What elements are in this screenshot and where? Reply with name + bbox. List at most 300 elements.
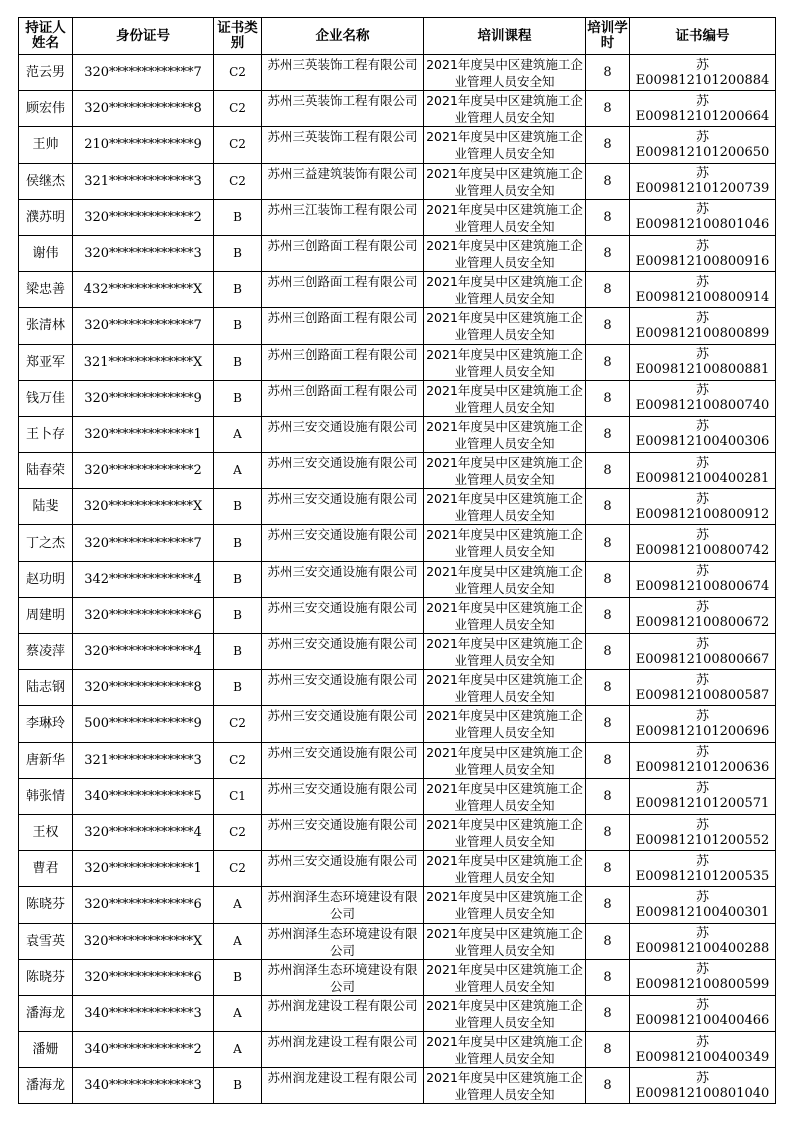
cert-type-cell: B (214, 199, 262, 235)
company-name-cell (262, 561, 424, 597)
training-hours-cell: 8 (586, 923, 630, 959)
cert-type-cell: C2 (214, 55, 262, 91)
company-name-cell (262, 235, 424, 271)
id-number-cell: 321*************X (73, 344, 214, 380)
cert-number-cell: 苏E009812101200571 (630, 778, 776, 814)
course-name-text: 2021年度吴中区建筑施工企业管理人员安全知 (426, 310, 583, 343)
training-hours-cell: 8 (586, 55, 630, 91)
course-name-text: 2021年度吴中区建筑施工企业管理人员安全知 (426, 816, 583, 849)
training-hours-cell: 8 (586, 489, 630, 525)
company-name-cell (262, 851, 424, 887)
course-name-cell (424, 814, 586, 850)
table-row (19, 525, 776, 561)
company-name-text: 苏州三安交通设施有限公司 (267, 780, 418, 796)
course-name-text: 2021年度吴中区建筑施工企业管理人员安全知 (426, 201, 583, 234)
course-name-cell (424, 561, 586, 597)
course-name-text: 2021年度吴中区建筑施工企业管理人员安全知 (426, 708, 583, 741)
company-name-text: 苏州三英装饰工程有限公司 (267, 129, 418, 145)
table-row (19, 995, 776, 1031)
holder-name-cell: 王权 (19, 814, 73, 850)
cert-type-cell: B (214, 235, 262, 271)
cert-number-cell: 苏E009812101200664 (630, 91, 776, 127)
table-row (19, 561, 776, 597)
holder-name-cell: 陆春荣 (19, 453, 73, 489)
course-name-cell (424, 634, 586, 670)
course-name-cell (424, 1032, 586, 1068)
id-number-cell: 320*************X (73, 489, 214, 525)
id-number-cell: 340*************3 (73, 1068, 214, 1104)
cert-type-cell: B (214, 1068, 262, 1104)
company-name-cell (262, 127, 424, 163)
course-name-cell (424, 272, 586, 308)
training-hours-cell: 8 (586, 91, 630, 127)
course-name-cell (424, 1068, 586, 1104)
cert-type-cell: C2 (214, 706, 262, 742)
company-name-cell (262, 453, 424, 489)
table-row (19, 887, 776, 923)
cert-type-cell: B (214, 597, 262, 633)
holder-name-cell: 潘海龙 (19, 995, 73, 1031)
course-name-text: 2021年度吴中区建筑施工企业管理人员安全知 (426, 853, 583, 886)
cert-number-cell: 苏E009812100800916 (630, 235, 776, 271)
header-row (19, 18, 776, 55)
holder-name-cell: 钱万佳 (19, 380, 73, 416)
table-row (19, 380, 776, 416)
table-row (19, 344, 776, 380)
company-name-cell (262, 91, 424, 127)
holder-name-cell: 丁之杰 (19, 525, 73, 561)
cert-type-cell: B (214, 525, 262, 561)
company-name-cell (262, 489, 424, 525)
id-number-cell: 210*************9 (73, 127, 214, 163)
cert-type-cell: A (214, 923, 262, 959)
cert-type-cell: B (214, 308, 262, 344)
holder-name-cell: 濮苏明 (19, 199, 73, 235)
company-name-text: 苏州三安交通设施有限公司 (267, 455, 418, 471)
course-name-text: 2021年度吴中区建筑施工企业管理人员安全知 (426, 961, 583, 994)
course-name-text: 2021年度吴中区建筑施工企业管理人员安全知 (426, 527, 583, 560)
course-name-cell (424, 525, 586, 561)
header-company: 企业名称 (262, 18, 424, 55)
company-name-cell (262, 380, 424, 416)
course-name-text: 2021年度吴中区建筑施工企业管理人员安全知 (426, 274, 583, 307)
id-number-cell: 320*************7 (73, 308, 214, 344)
id-number-cell: 320*************6 (73, 887, 214, 923)
cert-number-cell: 苏E009812100400306 (630, 416, 776, 452)
cert-number-cell: 苏E009812100800914 (630, 272, 776, 308)
course-name-text: 2021年度吴中区建筑施工企业管理人员安全知 (426, 1034, 583, 1067)
cert-number-cell: 苏E009812100800667 (630, 634, 776, 670)
course-name-cell (424, 55, 586, 91)
cert-type-cell: A (214, 416, 262, 452)
training-hours-cell: 8 (586, 525, 630, 561)
holder-name-cell: 赵功明 (19, 561, 73, 597)
company-name-text: 苏州润龙建设工程有限公司 (267, 1034, 418, 1050)
cert-type-cell: B (214, 272, 262, 308)
cert-number-cell: 苏E009812100801040 (630, 1068, 776, 1104)
training-hours-cell: 8 (586, 742, 630, 778)
holder-name-cell: 潘海龙 (19, 1068, 73, 1104)
company-name-text: 苏州三安交通设施有限公司 (267, 744, 418, 760)
holder-name-cell: 唐新华 (19, 742, 73, 778)
course-name-text: 2021年度吴中区建筑施工企业管理人员安全知 (426, 889, 583, 922)
training-hours-cell: 8 (586, 706, 630, 742)
training-hours-cell: 8 (586, 670, 630, 706)
cert-number-cell: 苏E009812100801046 (630, 199, 776, 235)
holder-name-cell: 梁忠善 (19, 272, 73, 308)
course-name-text: 2021年度吴中区建筑施工企业管理人员安全知 (426, 57, 583, 89)
training-hours-cell: 8 (586, 199, 630, 235)
holder-name-cell: 陆斐 (19, 489, 73, 525)
course-name-text: 2021年度吴中区建筑施工企业管理人员安全知 (426, 346, 583, 379)
holder-name-cell: 陈晓芬 (19, 959, 73, 995)
training-hours-cell: 8 (586, 127, 630, 163)
course-name-cell (424, 706, 586, 742)
training-hours-cell: 8 (586, 959, 630, 995)
course-name-text: 2021年度吴中区建筑施工企业管理人员安全知 (426, 925, 583, 958)
training-hours-cell: 8 (586, 851, 630, 887)
company-name-text: 苏州三安交通设施有限公司 (267, 636, 418, 651)
course-name-text: 2021年度吴中区建筑施工企业管理人员安全知 (426, 997, 583, 1030)
training-hours-cell: 8 (586, 344, 630, 380)
training-hours-cell: 8 (586, 272, 630, 308)
cert-number-cell: 苏E009812101200552 (630, 814, 776, 850)
table-row (19, 959, 776, 995)
company-name-text: 苏州三益建筑装饰有限公司 (267, 165, 418, 181)
id-number-cell: 340*************3 (73, 995, 214, 1031)
course-name-text: 2021年度吴中区建筑施工企业管理人员安全知 (426, 237, 583, 270)
id-number-cell: 320*************7 (73, 525, 214, 561)
holder-name-cell: 韩张情 (19, 778, 73, 814)
table-row (19, 670, 776, 706)
header-cert-number: 证书编号 (630, 18, 776, 55)
company-name-text: 苏州三创路面工程有限公司 (267, 346, 418, 362)
cert-type-cell: B (214, 344, 262, 380)
id-number-cell: 320*************7 (73, 55, 214, 91)
training-hours-cell: 8 (586, 778, 630, 814)
course-name-text: 2021年度吴中区建筑施工企业管理人员安全知 (426, 672, 583, 705)
course-name-cell (424, 959, 586, 995)
id-number-cell: 432*************X (73, 272, 214, 308)
course-name-text: 2021年度吴中区建筑施工企业管理人员安全知 (426, 418, 583, 451)
course-name-text: 2021年度吴中区建筑施工企业管理人员安全知 (426, 455, 583, 488)
company-name-text: 苏州三安交通设施有限公司 (267, 527, 418, 543)
cert-type-cell: A (214, 995, 262, 1031)
holder-name-cell: 顾宏伟 (19, 91, 73, 127)
header-id-number: 身份证号 (73, 18, 214, 55)
header-cert-type: 证书类别 (214, 18, 262, 55)
holder-name-cell: 侯继杰 (19, 163, 73, 199)
cert-number-cell: 苏E009812100800912 (630, 489, 776, 525)
table-row (19, 199, 776, 235)
cert-type-cell: C2 (214, 163, 262, 199)
cert-number-cell: 苏E009812100800881 (630, 344, 776, 380)
cert-number-cell: 苏E009812100400281 (630, 453, 776, 489)
id-number-cell: 320*************3 (73, 235, 214, 271)
course-name-text: 2021年度吴中区建筑施工企业管理人员安全知 (426, 129, 583, 162)
table-row (19, 1032, 776, 1068)
company-name-text: 苏州三安交通设施有限公司 (267, 708, 418, 724)
table-row (19, 1068, 776, 1104)
id-number-cell: 320*************4 (73, 814, 214, 850)
company-name-cell (262, 344, 424, 380)
id-number-cell: 321*************3 (73, 163, 214, 199)
table-row (19, 453, 776, 489)
holder-name-cell: 张清林 (19, 308, 73, 344)
table-row (19, 923, 776, 959)
holder-name-cell: 陆志钢 (19, 670, 73, 706)
cert-number-cell: 苏E009812100800599 (630, 959, 776, 995)
table-row (19, 851, 776, 887)
table-row (19, 308, 776, 344)
table-body (19, 55, 776, 1104)
holder-name-cell: 周建明 (19, 597, 73, 633)
id-number-cell: 500*************9 (73, 706, 214, 742)
cert-number-cell: 苏E009812101200739 (630, 163, 776, 199)
company-name-text: 苏州润泽生态环境建设有限公司 (267, 925, 418, 958)
holder-name-cell: 蔡凌萍 (19, 634, 73, 670)
cert-type-cell: C2 (214, 742, 262, 778)
header-holder-name: 持证人姓名 (19, 18, 73, 55)
company-name-cell (262, 1068, 424, 1104)
company-name-text: 苏州三江装饰工程有限公司 (267, 201, 418, 217)
training-hours-cell: 8 (586, 1068, 630, 1104)
table-row (19, 163, 776, 199)
company-name-cell (262, 887, 424, 923)
holder-name-cell: 李琳玲 (19, 706, 73, 742)
holder-name-cell: 王帅 (19, 127, 73, 163)
table-row (19, 272, 776, 308)
company-name-cell (262, 525, 424, 561)
company-name-text: 苏州润泽生态环境建设有限公司 (267, 961, 418, 994)
table-row (19, 634, 776, 670)
table-row (19, 416, 776, 452)
id-number-cell: 320*************X (73, 923, 214, 959)
training-hours-cell: 8 (586, 308, 630, 344)
cert-type-cell: B (214, 670, 262, 706)
table-row (19, 778, 776, 814)
course-name-cell (424, 308, 586, 344)
course-name-text: 2021年度吴中区建筑施工企业管理人员安全知 (426, 1070, 583, 1103)
cert-number-cell: 苏E009812100400288 (630, 923, 776, 959)
company-name-text: 苏州润龙建设工程有限公司 (267, 997, 418, 1013)
holder-name-cell: 曹君 (19, 851, 73, 887)
course-name-cell (424, 778, 586, 814)
course-name-cell (424, 127, 586, 163)
company-name-cell (262, 416, 424, 452)
cert-type-cell: C2 (214, 814, 262, 850)
cert-type-cell: B (214, 489, 262, 525)
id-number-cell: 320*************2 (73, 199, 214, 235)
company-name-text: 苏州三安交通设施有限公司 (267, 816, 418, 832)
company-name-cell (262, 742, 424, 778)
course-name-cell (424, 91, 586, 127)
id-number-cell: 320*************9 (73, 380, 214, 416)
course-name-cell (424, 416, 586, 452)
company-name-text: 苏州三安交通设施有限公司 (267, 599, 418, 615)
training-hours-cell: 8 (586, 634, 630, 670)
holder-name-cell: 王卜存 (19, 416, 73, 452)
training-hours-cell: 8 (586, 453, 630, 489)
company-name-cell (262, 55, 424, 91)
id-number-cell: 321*************3 (73, 742, 214, 778)
company-name-text: 苏州三创路面工程有限公司 (267, 237, 418, 253)
table-row (19, 127, 776, 163)
id-number-cell: 320*************1 (73, 416, 214, 452)
training-hours-cell: 8 (586, 416, 630, 452)
company-name-cell (262, 778, 424, 814)
company-name-cell (262, 199, 424, 235)
company-name-cell (262, 706, 424, 742)
course-name-text: 2021年度吴中区建筑施工企业管理人员安全知 (426, 780, 583, 813)
training-hours-cell: 8 (586, 887, 630, 923)
course-name-cell (424, 163, 586, 199)
course-name-text: 2021年度吴中区建筑施工企业管理人员安全知 (426, 93, 583, 126)
company-name-text: 苏州三安交通设施有限公司 (267, 672, 418, 688)
course-name-text: 2021年度吴中区建筑施工企业管理人员安全知 (426, 599, 583, 632)
holder-name-cell: 郑亚军 (19, 344, 73, 380)
id-number-cell: 340*************2 (73, 1032, 214, 1068)
holder-name-cell: 陈晓芬 (19, 887, 73, 923)
course-name-cell (424, 380, 586, 416)
id-number-cell: 342*************4 (73, 561, 214, 597)
course-name-cell (424, 597, 586, 633)
training-hours-cell: 8 (586, 597, 630, 633)
cert-number-cell: 苏E009812101200884 (630, 55, 776, 91)
cert-number-cell: 苏E009812100800899 (630, 308, 776, 344)
holder-name-cell: 范云男 (19, 55, 73, 91)
company-name-cell (262, 1032, 424, 1068)
company-name-text: 苏州三安交通设施有限公司 (267, 563, 418, 579)
cert-number-cell: 苏E009812100800674 (630, 561, 776, 597)
training-hours-cell: 8 (586, 995, 630, 1031)
course-name-cell (424, 235, 586, 271)
id-number-cell: 320*************4 (73, 634, 214, 670)
cert-number-cell: 苏E009812101200696 (630, 706, 776, 742)
id-number-cell: 320*************6 (73, 959, 214, 995)
table-row (19, 597, 776, 633)
id-number-cell: 320*************8 (73, 91, 214, 127)
id-number-cell: 320*************6 (73, 597, 214, 633)
table-row (19, 706, 776, 742)
holder-name-cell: 袁雪英 (19, 923, 73, 959)
table-row (19, 742, 776, 778)
holder-name-cell: 谢伟 (19, 235, 73, 271)
holder-name-cell: 潘姗 (19, 1032, 73, 1068)
course-name-text: 2021年度吴中区建筑施工企业管理人员安全知 (426, 491, 583, 524)
cert-number-cell: 苏E009812101200535 (630, 851, 776, 887)
cert-number-cell: 苏E009812100400349 (630, 1032, 776, 1068)
course-name-text: 2021年度吴中区建筑施工企业管理人员安全知 (426, 563, 583, 596)
cert-type-cell: C2 (214, 851, 262, 887)
cert-type-cell: C1 (214, 778, 262, 814)
company-name-text: 苏州三创路面工程有限公司 (267, 274, 418, 290)
cert-type-cell: A (214, 887, 262, 923)
id-number-cell: 320*************8 (73, 670, 214, 706)
cert-number-cell: 苏E009812100400301 (630, 887, 776, 923)
cert-type-cell: C2 (214, 127, 262, 163)
course-name-cell (424, 923, 586, 959)
course-name-text: 2021年度吴中区建筑施工企业管理人员安全知 (426, 165, 583, 198)
course-name-text: 2021年度吴中区建筑施工企业管理人员安全知 (426, 744, 583, 777)
training-hours-cell: 8 (586, 561, 630, 597)
company-name-cell (262, 995, 424, 1031)
id-number-cell: 340*************5 (73, 778, 214, 814)
id-number-cell: 320*************2 (73, 453, 214, 489)
training-hours-cell: 8 (586, 1032, 630, 1068)
course-name-cell (424, 851, 586, 887)
company-name-cell (262, 597, 424, 633)
cert-type-cell: B (214, 634, 262, 670)
company-name-cell (262, 272, 424, 308)
header-course: 培训课程 (424, 18, 586, 55)
table-row (19, 814, 776, 850)
cert-number-cell: 苏E009812101200636 (630, 742, 776, 778)
company-name-text: 苏州三安交通设施有限公司 (267, 491, 418, 507)
company-name-cell (262, 308, 424, 344)
certificate-table (18, 17, 776, 1104)
company-name-cell (262, 670, 424, 706)
cert-number-cell: 苏E009812101200650 (630, 127, 776, 163)
course-name-cell (424, 344, 586, 380)
training-hours-cell: 8 (586, 814, 630, 850)
table-row (19, 489, 776, 525)
company-name-cell (262, 163, 424, 199)
cert-number-cell: 苏E009812100800742 (630, 525, 776, 561)
company-name-cell (262, 923, 424, 959)
company-name-cell (262, 814, 424, 850)
cert-type-cell: C2 (214, 91, 262, 127)
cert-type-cell: B (214, 561, 262, 597)
cert-type-cell: B (214, 380, 262, 416)
cert-number-cell: 苏E009812100800740 (630, 380, 776, 416)
course-name-cell (424, 742, 586, 778)
cert-number-cell: 苏E009812100800672 (630, 597, 776, 633)
company-name-text: 苏州三创路面工程有限公司 (267, 382, 418, 398)
company-name-text: 苏州三创路面工程有限公司 (267, 310, 418, 326)
company-name-cell (262, 634, 424, 670)
course-name-text: 2021年度吴中区建筑施工企业管理人员安全知 (426, 636, 583, 668)
cert-type-cell: B (214, 959, 262, 995)
training-hours-cell: 8 (586, 380, 630, 416)
course-name-cell (424, 199, 586, 235)
company-name-text: 苏州三安交通设施有限公司 (267, 853, 418, 869)
company-name-text: 苏州润龙建设工程有限公司 (267, 1070, 418, 1086)
id-number-cell: 320*************1 (73, 851, 214, 887)
course-name-cell (424, 453, 586, 489)
company-name-text: 苏州三安交通设施有限公司 (267, 418, 418, 434)
course-name-cell (424, 887, 586, 923)
training-hours-cell: 8 (586, 235, 630, 271)
company-name-text: 苏州三英装饰工程有限公司 (267, 93, 418, 109)
course-name-text: 2021年度吴中区建筑施工企业管理人员安全知 (426, 382, 583, 415)
cert-type-cell: A (214, 1032, 262, 1068)
table-row (19, 55, 776, 91)
course-name-cell (424, 670, 586, 706)
company-name-cell (262, 959, 424, 995)
cert-number-cell: 苏E009812100400466 (630, 995, 776, 1031)
course-name-cell (424, 489, 586, 525)
cert-type-cell: A (214, 453, 262, 489)
course-name-cell (424, 995, 586, 1031)
table-row (19, 91, 776, 127)
cert-number-cell: 苏E009812100800587 (630, 670, 776, 706)
company-name-text: 苏州三英装饰工程有限公司 (267, 57, 418, 72)
company-name-text: 苏州润泽生态环境建设有限公司 (267, 889, 418, 922)
table-row (19, 235, 776, 271)
header-hours: 培训学时 (586, 18, 630, 55)
training-hours-cell: 8 (586, 163, 630, 199)
